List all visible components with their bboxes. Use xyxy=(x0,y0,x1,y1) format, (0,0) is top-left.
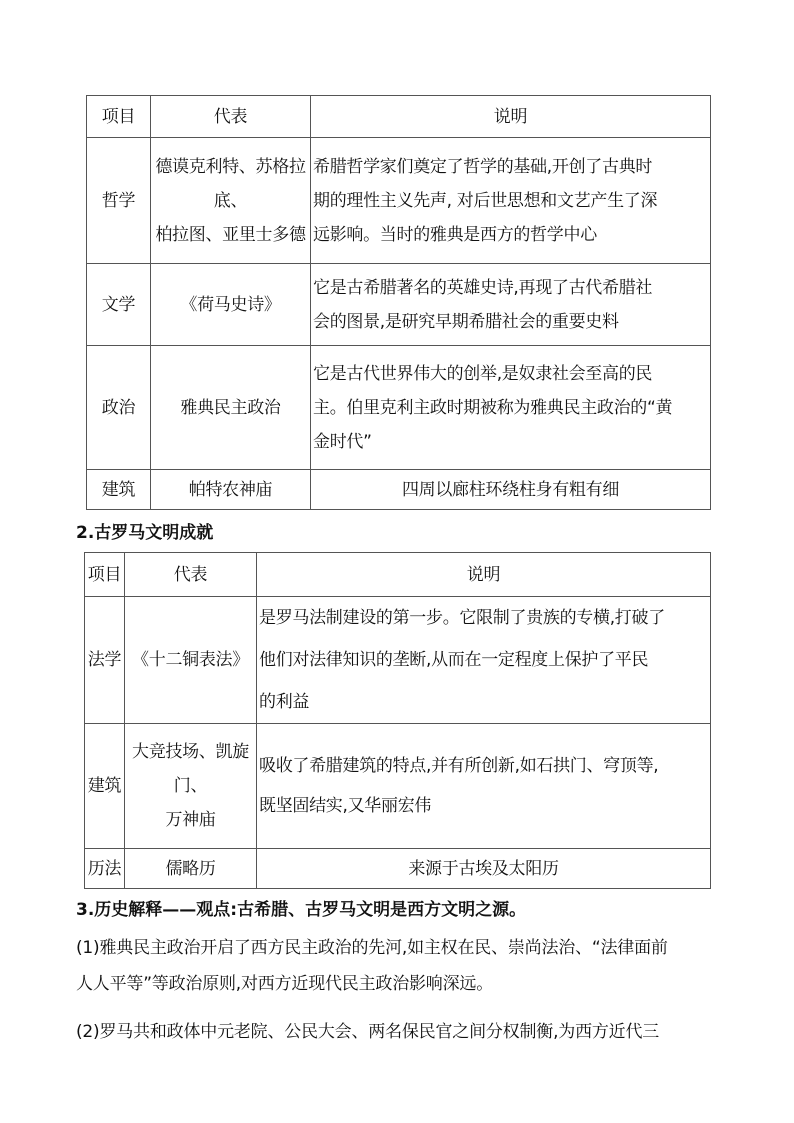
header-description: 说明 xyxy=(311,96,711,138)
table-row xyxy=(85,724,711,849)
roman-achievements-table xyxy=(84,552,711,889)
text-line: 帕特农神庙 xyxy=(188,479,273,500)
table-row xyxy=(87,138,711,264)
row-representative xyxy=(125,724,257,849)
text-line: (2)罗马共和政体中元老院、公民大会、两名保民官之间分权制衡,为西方近代三 xyxy=(76,1022,660,1042)
row-representative xyxy=(125,849,257,889)
row-description xyxy=(257,724,711,849)
text-line: 万神庙 xyxy=(165,810,216,830)
header-item: 项目 xyxy=(87,96,151,138)
row-representative xyxy=(151,470,311,510)
text-line: 人人平等”等政治原则,对西方近现代民主政治影响深远。 xyxy=(76,974,494,994)
table-row xyxy=(87,264,711,346)
text-line: 雅典民主政治 xyxy=(180,397,281,418)
text-line: 既坚固结实,又华丽宏伟 xyxy=(259,796,432,816)
table-row xyxy=(87,346,711,470)
text-line: 柏拉图、亚里士多德 xyxy=(155,224,306,245)
paragraph-athens-democracy xyxy=(76,930,726,1002)
header-item: 项目 xyxy=(85,553,125,597)
section-heading-interpretation: 3.历史解释——观点:古希腊、古罗马文明是西方文明之源。 xyxy=(76,900,527,920)
text-line: 希腊哲学家们奠定了哲学的基础,开创了古典时 xyxy=(313,156,653,177)
text-line: 吸收了希腊建筑的特点,并有所创新,如石拱门、穹顶等, xyxy=(259,756,659,776)
text-line: 他们对法律知识的垄断,从而在一定程度上保护了平民 xyxy=(259,650,649,670)
table-header-row xyxy=(85,553,711,597)
row-item: 建筑 xyxy=(85,724,125,849)
row-item: 哲学 xyxy=(87,138,151,264)
text-line: 来源于古埃及太阳历 xyxy=(408,858,559,879)
row-item: 政治 xyxy=(87,346,151,470)
text-line: 金时代” xyxy=(313,431,372,452)
text-line: 远影响。当时的雅典是西方的哲学中心 xyxy=(313,224,597,245)
header-description: 说明 xyxy=(257,553,711,597)
row-item: 法学 xyxy=(85,597,125,724)
row-representative xyxy=(151,346,311,470)
text-line: 《十二铜表法》 xyxy=(132,650,249,670)
table-row xyxy=(85,849,711,889)
text-line: 德谟克利特、苏格拉 xyxy=(155,156,306,177)
text-line: 底、 xyxy=(213,190,248,211)
greek-achievements-table xyxy=(86,95,711,510)
text-line: (1)雅典民主政治开启了西方民主政治的先河,如主权在民、崇尚法治、“法律面前 xyxy=(76,938,668,958)
text-line: 会的图景,是研究早期希腊社会的重要史料 xyxy=(313,311,619,332)
row-description xyxy=(311,346,711,470)
row-description xyxy=(311,470,711,510)
row-description xyxy=(257,597,711,724)
row-representative xyxy=(151,264,311,346)
text-line: 大竞技场、凯旋 xyxy=(132,742,249,762)
row-description xyxy=(311,264,711,346)
paragraph-roman-republic xyxy=(76,1014,726,1050)
row-item: 建筑 xyxy=(87,470,151,510)
text-line: 它是古希腊著名的英雄史诗,再现了古代希腊社 xyxy=(313,277,653,298)
text-line: 门、 xyxy=(173,776,208,796)
text-line: 的利益 xyxy=(259,692,310,712)
table-row xyxy=(85,597,711,724)
header-representative: 代表 xyxy=(125,553,257,597)
text-line: 是罗马法制建设的第一步。它限制了贵族的专横,打破了 xyxy=(259,608,665,628)
text-line: 主。伯里克利主政时期被称为雅典民主政治的“黄 xyxy=(313,397,673,418)
row-representative xyxy=(125,597,257,724)
text-line: 期的理性主义先声, 对后世思想和文艺产生了深 xyxy=(313,190,658,211)
text-line: 儒略历 xyxy=(165,858,216,879)
row-representative xyxy=(151,138,311,264)
row-item: 文学 xyxy=(87,264,151,346)
section-heading-rome: 2.古罗马文明成就 xyxy=(76,523,214,543)
text-line: 《荷马史诗》 xyxy=(180,294,281,315)
table-row xyxy=(87,470,711,510)
text-line: 四周以廊柱环绕柱身有粗有细 xyxy=(401,479,620,500)
table-header-row xyxy=(87,96,711,138)
text-line: 它是古代世界伟大的创举,是奴隶社会至高的民 xyxy=(313,363,653,384)
row-item: 历法 xyxy=(85,849,125,889)
row-description xyxy=(257,849,711,889)
header-representative: 代表 xyxy=(151,96,311,138)
row-description xyxy=(311,138,711,264)
